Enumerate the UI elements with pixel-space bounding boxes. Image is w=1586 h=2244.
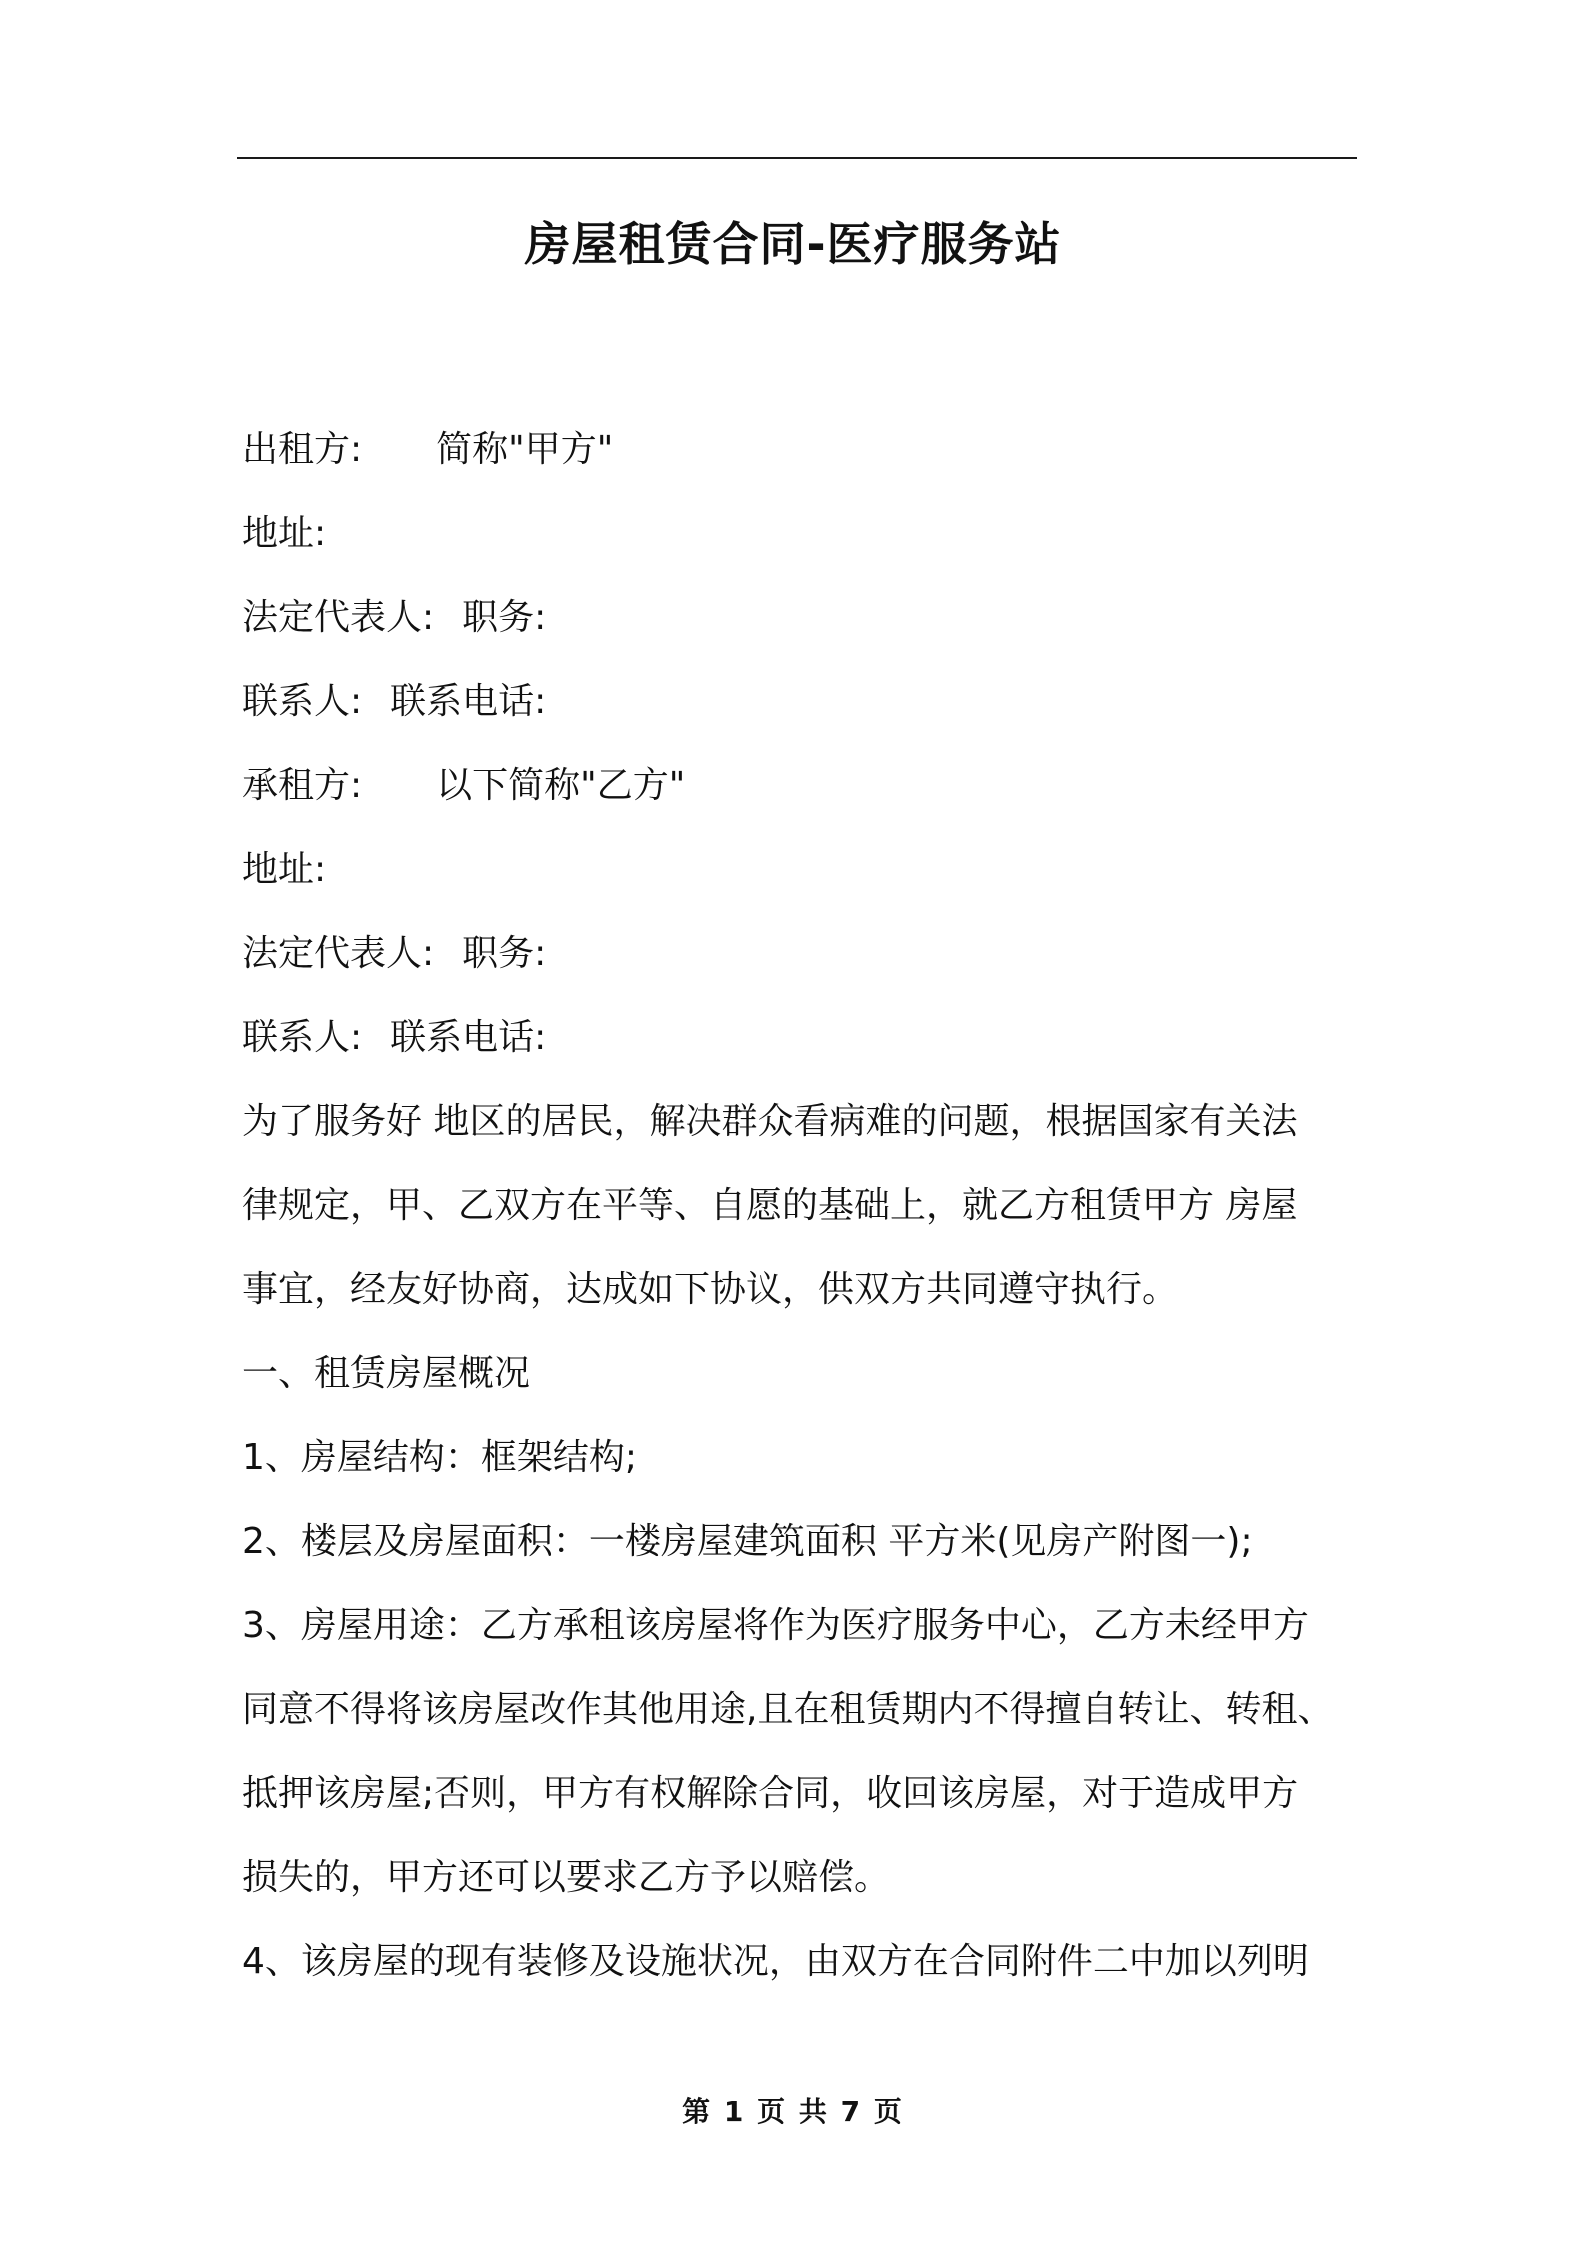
clause-4: 4、该房屋的现有装修及设施状况，由双方在合同附件二中加以列明: [242, 1941, 1309, 1982]
lessee-line: [242, 744, 1356, 828]
lessor-legal-rep-line: [242, 576, 1356, 660]
lessee-short-name: 以下简称"乙方": [436, 765, 686, 806]
clause-2: 2、楼层及房屋面积：一楼房屋建筑面积 平方米(见房产附图一);: [242, 1521, 1253, 1562]
lessor-contact-label: 联系人:: [242, 681, 363, 722]
document-body: [242, 408, 1356, 2004]
lessor-phone-label: 联系电话:: [390, 681, 547, 722]
lessee-contact-line: [242, 996, 1356, 1080]
clause-3-line: 损失的，甲方还可以要求乙方予以赔偿。: [242, 1857, 891, 1898]
lessee-phone-label: 联系电话:: [390, 1017, 547, 1058]
lessor-line: [242, 408, 1356, 492]
clause-3-line: 同意不得将该房屋改作其他用途,且在租赁期内不得擅自转让、转租、: [242, 1689, 1334, 1730]
lessee-label: 承租方:: [242, 765, 363, 806]
lessee-address-line: [242, 828, 1356, 912]
lessor-address-line: [242, 492, 1356, 576]
clause-1: 1、房屋结构：框架结构;: [242, 1437, 638, 1478]
lessor-position-label: 职务:: [462, 597, 547, 638]
lessee-contact-label: 联系人:: [242, 1017, 363, 1058]
clause-3-line: 抵押该房屋;否则，甲方有权解除合同，收回该房屋，对于造成甲方: [242, 1773, 1299, 1814]
clause-3-line: 3、房屋用途：乙方承租该房屋将作为医疗服务中心，乙方未经甲方: [242, 1605, 1309, 1646]
lessee-position-label: 职务:: [462, 933, 547, 974]
lessor-contact-line: [242, 660, 1356, 744]
document-title: 房屋租赁合同-医疗服务站: [524, 217, 1062, 271]
preamble-line: 事宜，经友好协商，达成如下协议，供双方共同遵守执行。: [242, 1269, 1179, 1310]
page-indicator: 第 1 页 共 7 页: [682, 2095, 904, 2128]
lessee-legal-rep-label: 法定代表人:: [242, 933, 435, 974]
preamble-line: 为了服务好 地区的居民，解决群众看病难的问题，根据国家有关法: [242, 1101, 1298, 1142]
lessor-short-name: 简称"甲方": [436, 429, 614, 470]
lessor-address-label: 地址:: [242, 513, 327, 554]
lessee-address-label: 地址:: [242, 849, 327, 890]
lessor-label: 出租方:: [242, 429, 363, 470]
lessee-legal-rep-line: [242, 912, 1356, 996]
header-rule: [237, 157, 1357, 159]
preamble-line: 律规定，甲、乙双方在平等、自愿的基础上，就乙方租赁甲方 房屋: [242, 1185, 1298, 1226]
section-heading: 一、租赁房屋概况: [242, 1353, 531, 1394]
lessor-legal-rep-label: 法定代表人:: [242, 597, 435, 638]
